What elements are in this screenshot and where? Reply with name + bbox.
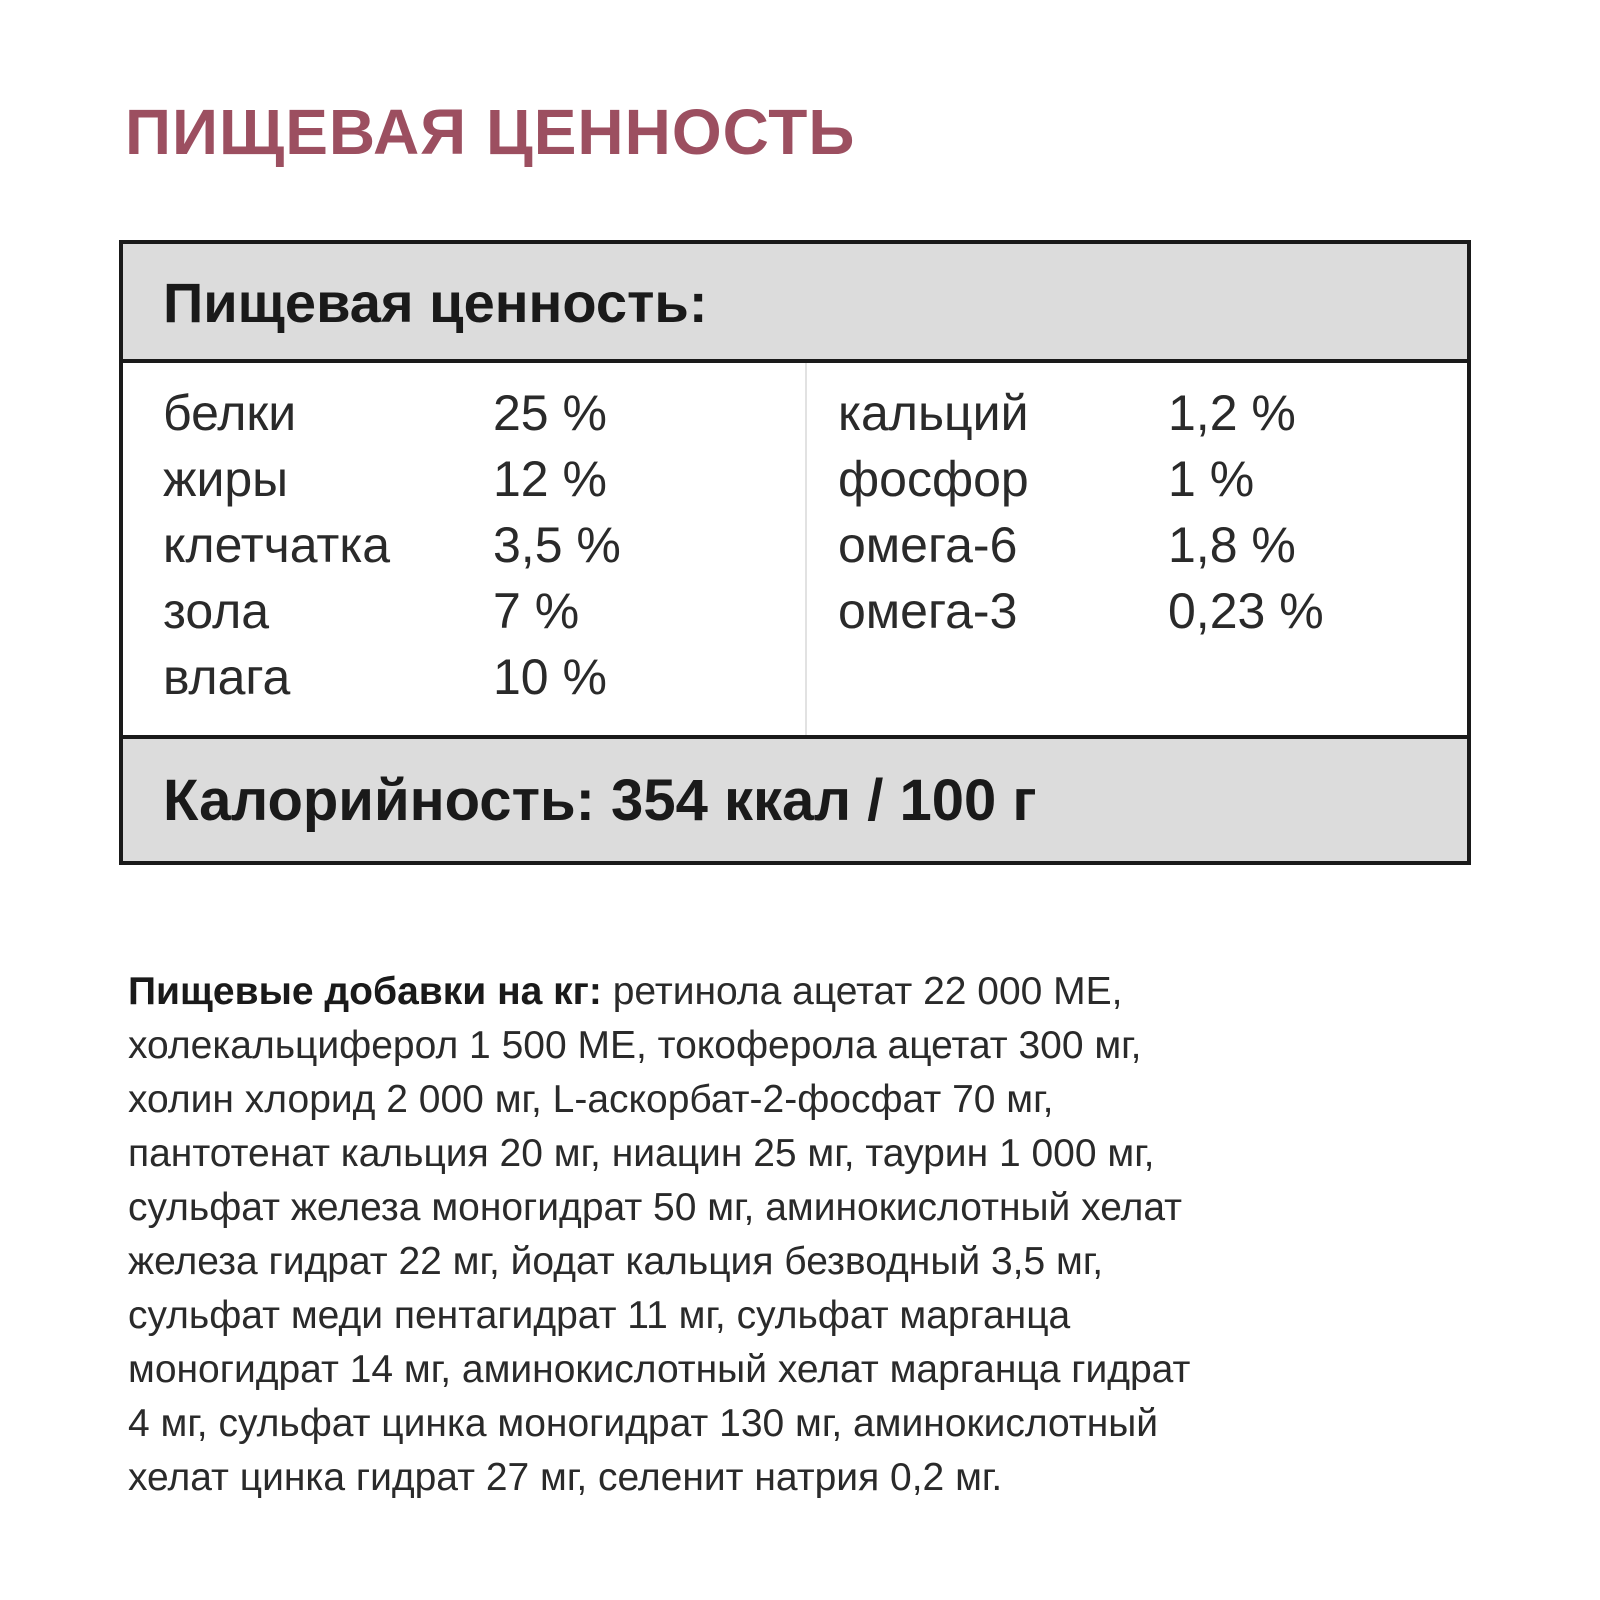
nutrient-value: 7 % [493,583,580,639]
nutrient-value: 12 % [493,451,607,507]
additives-line: сульфат железа моногидрат 50 мг, аминокислотный хелат [128,1186,1183,1229]
nutrient-value: 1,8 % [1168,517,1296,573]
additives-line: холин хлорид 2 000 мг, L-аскорбат-2-фосфат 70 мг, [128,1078,1054,1121]
nutrient-name: омега-3 [838,583,1018,639]
nutrition-table [119,240,1471,865]
table-header [123,244,1467,363]
nutrient-name: жиры [163,451,289,507]
additives-line: пантотенат кальция 20 мг, ниацин 25 мг, таурин 1 000 мг, [128,1132,1155,1175]
nutrient-value: 1,2 % [1168,385,1296,441]
additives-line: холекальциферол 1 500 МЕ, токоферола ацетат 300 мг, [128,1024,1142,1067]
additives-paragraph [128,965,1498,1505]
table-header-title: Пищевая ценность: [163,271,708,334]
nutrient-name: зола [163,583,270,639]
table-footer [123,735,1467,861]
additives-line: хелат цинка гидрат 27 мг, селенит натрия 0,2 мг. [128,1456,1003,1499]
nutrient-value: 10 % [493,649,607,705]
nutrient-value: 0,23 % [1168,583,1324,639]
additives-line: моногидрат 14 мг, аминокислотный хелат марганца гидрат [128,1348,1191,1391]
nutrient-name: кальций [838,385,1029,441]
page-title: ПИЩЕВАЯ ЦЕННОСТЬ [125,96,856,168]
calorie-summary: Калорийность: 354 ккал / 100 г [163,768,1037,833]
table-body [123,363,1467,739]
additives-line: 4 мг, сульфат цинка моногидрат 130 мг, аминокислотный [128,1402,1159,1445]
nutrient-name: фосфор [838,451,1029,507]
additives-line: железа гидрат 22 мг, йодат кальция безводный 3,5 мг, [128,1240,1104,1283]
nutrient-value: 1 % [1168,451,1255,507]
nutrient-name: омега-6 [838,517,1018,573]
column-divider [805,363,807,739]
additives-label: Пищевые добавки на кг: [128,970,602,1013]
additives-text: ретинола ацетат 22 000 МЕ, [601,970,1123,1013]
nutrient-value: 25 % [493,385,607,441]
nutrient-name: белки [163,385,297,441]
nutrient-name: влага [163,649,291,705]
nutrient-value: 3,5 % [493,517,621,573]
nutrient-name: клетчатка [163,517,391,573]
additives-line: сульфат меди пентагидрат 11 мг, сульфат марганца [128,1294,1071,1337]
additives-line [128,965,1498,1019]
